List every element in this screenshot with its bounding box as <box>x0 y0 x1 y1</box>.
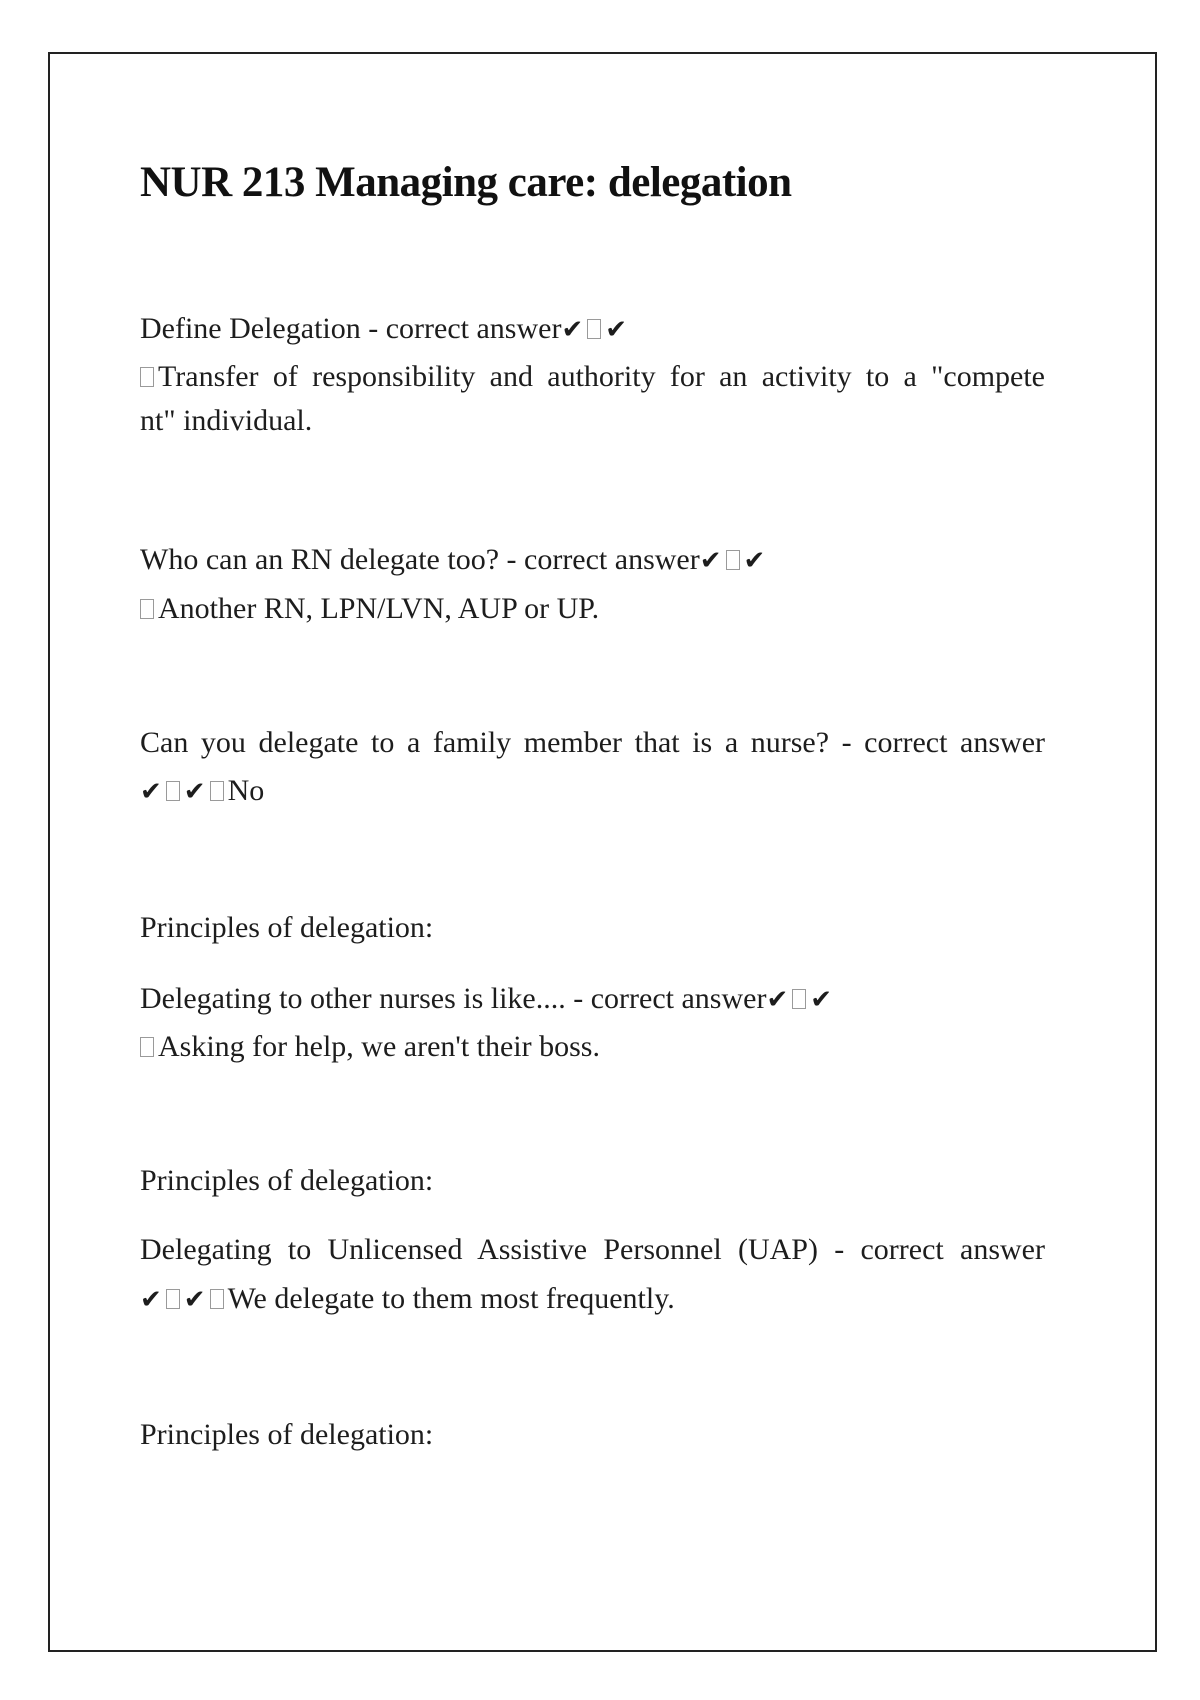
missing-glyph-icon <box>140 599 154 619</box>
qa-4-answer-line <box>140 1030 600 1064</box>
check-icon: ✔ <box>743 546 766 576</box>
check-icon: ✔ <box>699 546 722 576</box>
qa-5-answer: We delegate to them most frequently. <box>227 1282 675 1315</box>
check-icon: ✔ <box>140 777 162 807</box>
qa-5-heading: Principles of delegation: <box>140 1164 434 1197</box>
qa-5-answer-line <box>140 1282 675 1317</box>
qa-4-answer: Asking for help, we aren't their boss. <box>158 1030 600 1063</box>
missing-glyph-icon <box>140 367 154 387</box>
missing-glyph-icon <box>587 319 601 339</box>
qa-3-answer: No <box>227 774 265 807</box>
qa-1-question: Define Delegation - correct answer <box>140 312 562 345</box>
check-icon: ✔ <box>561 315 584 345</box>
qa-1-answer-line <box>140 360 1045 394</box>
document-title: NUR 213 Managing care: delegation <box>140 159 792 206</box>
check-icon: ✔ <box>766 985 789 1015</box>
check-icon: ✔ <box>810 985 833 1015</box>
qa-4-question-line <box>140 982 832 1017</box>
check-icon: ✔ <box>183 1285 206 1315</box>
check-icon: ✔ <box>183 777 206 807</box>
missing-glyph-icon <box>792 989 806 1009</box>
missing-glyph-icon <box>166 1289 180 1309</box>
check-icon: ✔ <box>605 315 628 345</box>
missing-glyph-icon <box>140 1037 154 1057</box>
missing-glyph-icon <box>210 1289 224 1309</box>
page-border <box>48 52 1157 1652</box>
qa-1-answer-continuation: nt" individual. <box>140 404 313 437</box>
qa-2-answer: Another RN, LPN/LVN, AUP or UP. <box>158 592 600 625</box>
qa-2-question: Who can an RN delegate too? - correct answer <box>140 543 700 576</box>
qa-3-question-line: Can you delegate to a family member that is a nurse? - correct answer <box>140 726 1045 759</box>
qa-1-question-line <box>140 312 627 347</box>
qa-1-answer-part-1: Transfer of responsibility and authority for an activity to a "compete <box>158 360 1045 393</box>
trailing-heading: Principles of delegation: <box>140 1418 434 1451</box>
qa-5-question-line: Delegating to Unlicensed Assistive Personnel (UAP) - correct answer <box>140 1233 1045 1266</box>
check-icon: ✔ <box>140 1285 162 1315</box>
qa-3-answer-line <box>140 774 264 809</box>
qa-2-question-line <box>140 543 765 578</box>
missing-glyph-icon <box>726 550 740 570</box>
qa-2-answer-line <box>140 592 599 626</box>
qa-4-question: Delegating to other nurses is like.... - correct answer <box>140 982 767 1015</box>
missing-glyph-icon <box>166 781 180 801</box>
missing-glyph-icon <box>210 781 224 801</box>
qa-4-heading: Principles of delegation: <box>140 911 434 944</box>
